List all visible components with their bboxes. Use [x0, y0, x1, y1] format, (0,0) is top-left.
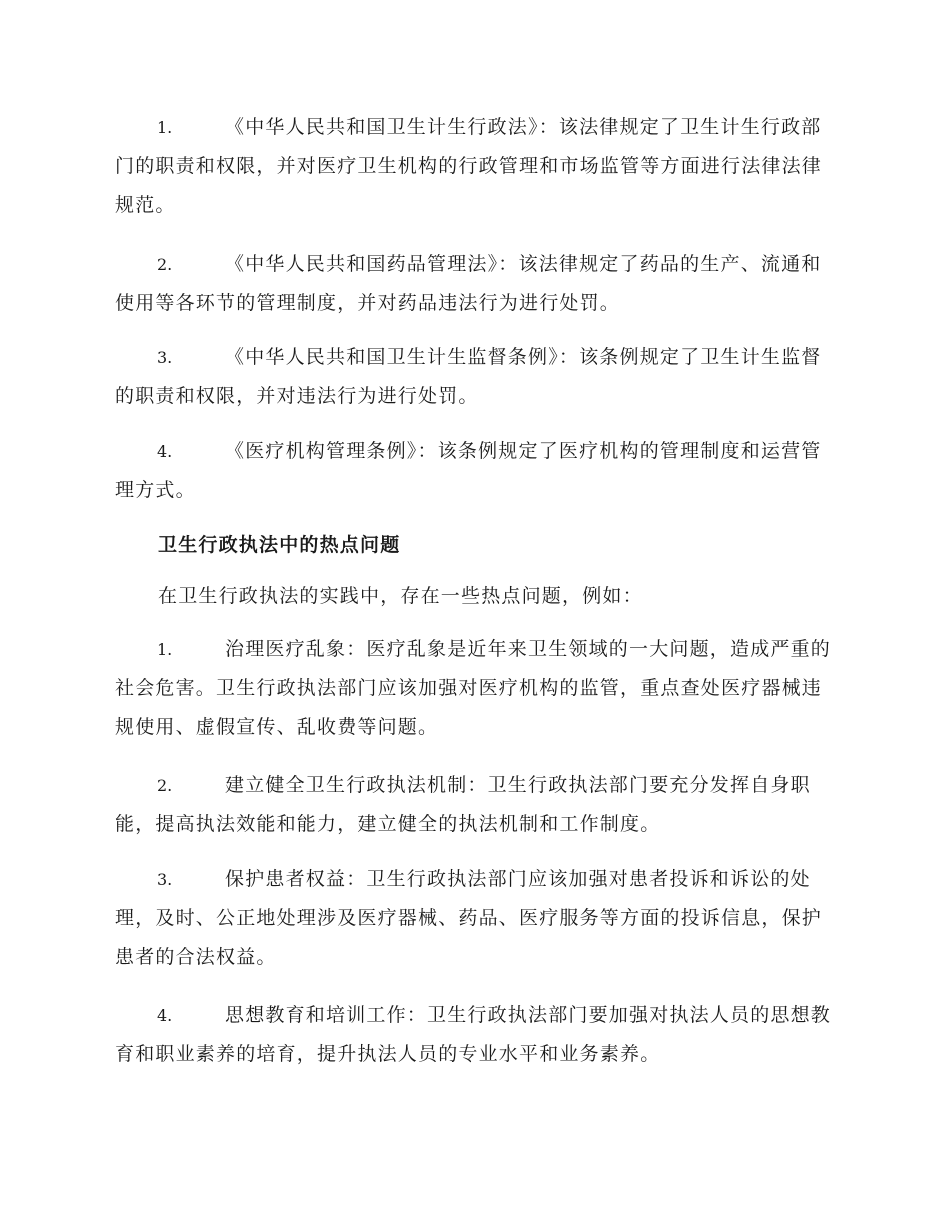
issue-list-item-1 — [115, 630, 835, 747]
list-item-number: 2. — [157, 255, 173, 274]
issue-list-item-4 — [115, 996, 835, 1074]
section-heading: 卫生行政执法中的热点问题 — [158, 534, 401, 556]
list-item-number: 1. — [157, 640, 173, 659]
list-item-text: 《中华人民共和国卫生计生行政法》：该法律规定了卫生计生行政部门的职责和权限，并对医疗卫生机构的行政管理和市场监管等方面进行法律法律规范。 — [115, 116, 823, 216]
list-item-text: 《中华人民共和国卫生计生监督条例》：该条例规定了卫生计生监督的职责和权限，并对违法行为进行处罚。 — [115, 346, 822, 407]
list-item-number: 4. — [157, 1006, 173, 1025]
list-item-text: 保护患者权益：卫生行政执法部门应该加强对患者投诉和诉讼的处理，及时、公正地处理涉及医疗器械、药品、医疗服务等方面的投诉信息，保护患者的合法权益。 — [115, 868, 823, 968]
law-list-item-1 — [115, 108, 835, 225]
list-item-number: 4. — [157, 442, 173, 461]
list-item-number: 3. — [157, 870, 173, 889]
law-list-item-2 — [115, 245, 835, 323]
list-item-text: 《医疗机构管理条例》：该条例规定了医疗机构的管理制度和运营管理方式。 — [115, 440, 822, 501]
list-item-number: 3. — [157, 348, 173, 367]
list-item-text: 《中华人民共和国药品管理法》：该法律规定了药品的生产、流通和使用等各环节的管理制度，并对药品违法行为进行处罚。 — [115, 253, 822, 314]
law-list-item-3 — [115, 338, 835, 416]
issue-list-item-2 — [115, 766, 835, 844]
list-item-text: 思想教育和培训工作：卫生行政执法部门要加强对执法人员的思想教育和职业素养的培育，提升执法人员的专业水平和业务素养。 — [115, 1004, 832, 1065]
law-list-item-4 — [115, 432, 835, 510]
issue-list-item-3 — [115, 860, 835, 977]
list-item-number: 1. — [157, 118, 173, 137]
section-intro: 在卫生行政执法的实践中，存在一些热点问题，例如： — [158, 585, 643, 607]
list-item-number: 2. — [157, 776, 173, 795]
list-item-text: 建立健全卫生行政执法机制：卫生行政执法部门要充分发挥自身职能，提高执法效能和能力，建立健全的执法机制和工作制度。 — [115, 774, 811, 835]
list-item-text: 治理医疗乱象：医疗乱象是近年来卫生领域的一大问题，造成严重的社会危害。卫生行政执法部门应该加强对医疗机构的监管，重点查处医疗器械违规使用、虚假宣传、乱收费等问题。 — [115, 638, 832, 738]
